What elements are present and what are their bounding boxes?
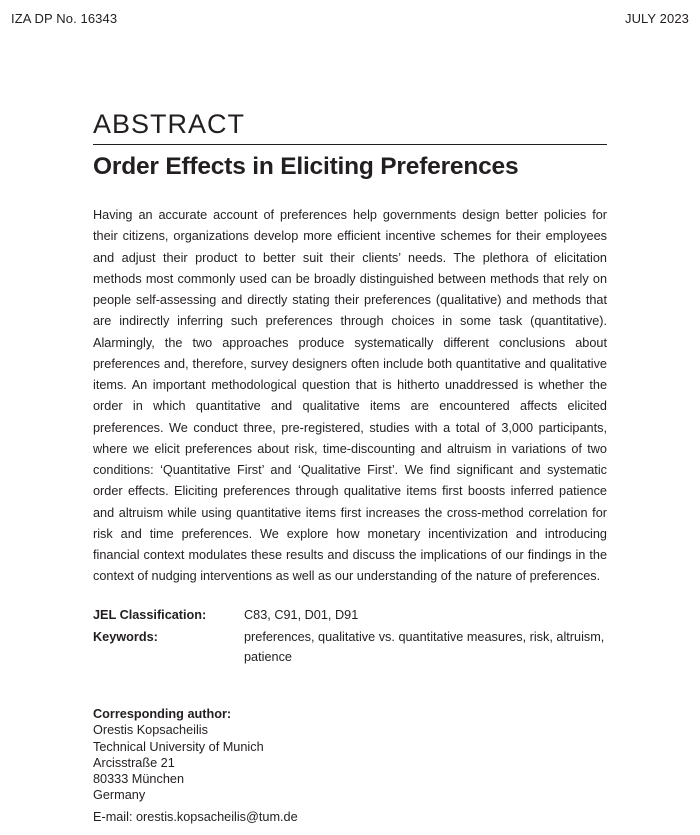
keywords bbox=[93, 627, 607, 667]
paper-title: Order Effects in Eliciting Preferences bbox=[93, 153, 519, 180]
author-email: E-mail: orestis.kopsacheilis@tum.de bbox=[93, 809, 298, 824]
author-street: Arcisstraße 21 bbox=[93, 755, 175, 770]
author-country: Germany bbox=[93, 788, 146, 803]
publication-date: JULY 2023 bbox=[624, 11, 689, 26]
keywords-list: preferences, qualitative vs. quantitative measures, risk, altruism, patience bbox=[244, 630, 605, 664]
section-heading-abstract: ABSTRACT bbox=[93, 109, 246, 139]
jel-classification bbox=[93, 605, 607, 625]
abstract-text: Having an accurate account of preferences help governments design better policies for their citizens, organizations develop more efficient incentive schemes for their employees and adjust their product to better suit their clients’ needs. The plethora of elicitation methods most commonly used can be broadly distinguished between methods that rely on people self-assessing and directly stating their preferences (qualitative) and methods that are indirectly inferring such preferences through choices in some task (quantitative). Alarmingly, the two approaches produce systematically different conclusions about preferences and, therefore, survey designers often include both quantitative and qualitative items. An important methodological question that is hitherto unaddressed is whether the order in which quantitative and qualitative items are encountered affects elicited preferences. We conduct three, pre-registered, studies with a total of 3,000 participants, where we elicit preferences about risk, time-discounting and altruism in variations of two conditions: ‘Quantitative First’ and ‘Qualitative First’. We find significant and systematic order effects. Eliciting preferences through qualitative items first boosts inferred patience and altruism while using quantitative items first increases the cross-method correlation for risk and time preferences. We explore how monetary incentivization and introducing financial context modulates these results and discuss the implications of our findings in the context of nudging interventions as well as our understanding of the nature of preferences. bbox=[93, 208, 607, 584]
jel-label: JEL Classification: bbox=[93, 608, 207, 622]
jel-codes: C83, C91, D01, D91 bbox=[244, 608, 359, 622]
heading-divider bbox=[93, 144, 607, 145]
author-city: 80333 München bbox=[93, 772, 184, 787]
author-name: Orestis Kopsacheilis bbox=[93, 723, 208, 738]
keywords-label: Keywords: bbox=[93, 630, 158, 644]
corresponding-author-block bbox=[93, 706, 607, 825]
corresponding-author-heading: Corresponding author: bbox=[93, 707, 232, 721]
discussion-paper-number: IZA DP No. 16343 bbox=[11, 11, 118, 26]
author-institution: Technical University of Munich bbox=[93, 739, 264, 754]
